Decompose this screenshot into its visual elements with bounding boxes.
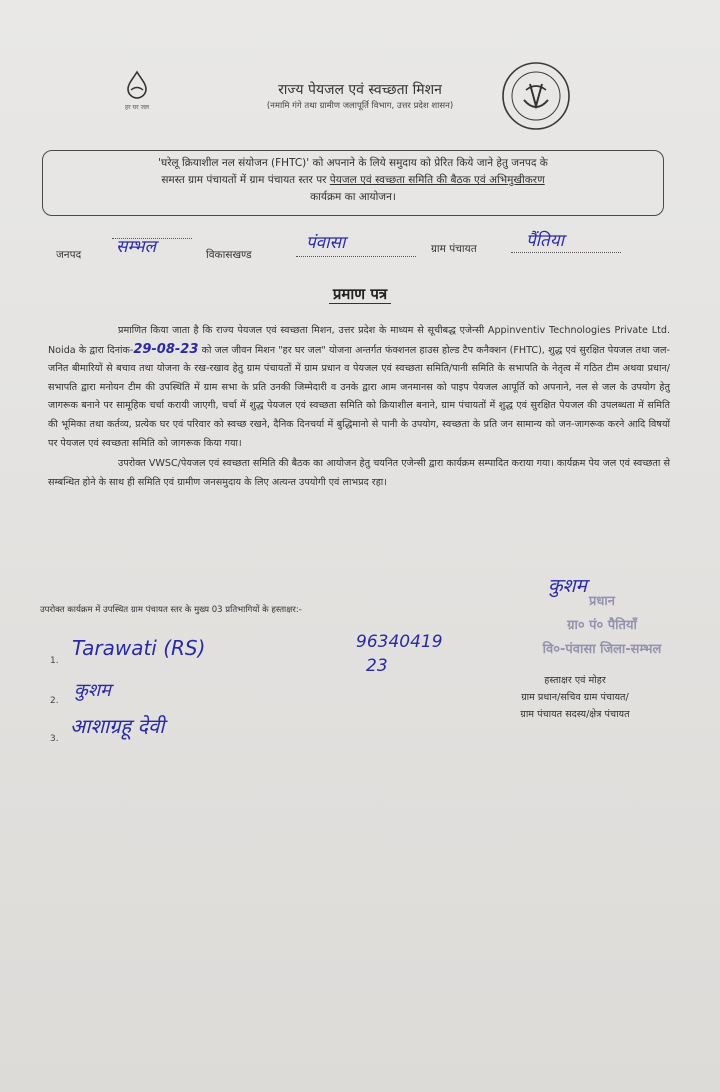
pradhan-signature: कुशम [548,575,587,597]
program-date: 29-08-23 [133,341,199,357]
pradhan-stamp [492,590,712,662]
participant-1-phone-b: 23 [366,656,388,676]
header-title: राज्य पेयजल एवं स्वच्छता मिशन [278,82,442,98]
participant-number-3: 3. [50,734,59,744]
body-paragraph-2: उपरोक्त VWSC/पेयजल एवं स्वच्छता समिति की बैठक का आयोजन हेतु चयनित एजेन्सी द्वारा कार्यक्रम सम्पादित कराया गया। कार्यक्रम पेय जल एवं स्वच्छता से सम्बन्धित होने के साथ ही समिति एवं ग्रामीण जनसमुदाय के लिए अत्यन्त उपयोगी एवं लाभप्रद रहा। [48,458,670,488]
participant-number-1: 1. [50,656,59,666]
signatory-line-1: हस्ताक्षर एवं मोहर [544,675,606,686]
certificate-heading-text: प्रमाण पत्र [329,285,391,304]
banner-line-1: 'घरेलू क्रियाशील नल संयोजन (FHTC)' को अपनाने के लिये समुदाय को प्रेरित किये जाने हेतु जनपद के [158,157,548,169]
participants-intro: उपरोक्त कार्यक्रम में उपस्थित ग्राम पंचायत स्तर के मुख्य 03 प्रतिभागियों के हस्ताक्षर:- [40,605,302,615]
signatory-line-3: ग्राम पंचायत सदस्य/क्षेत्र पंचायत [520,709,630,720]
program-banner [42,150,664,216]
participant-number-2: 2. [50,696,59,706]
header-subtitle: (नमामि गंगे तथा ग्रामीण जलापूर्ति विभाग, उत्तर प्रदेश शासन) [266,101,454,111]
stamp-line-2: ग्रा० पं० पैतियाँ [567,618,637,633]
certificate-heading [0,284,720,304]
signatory-line-2: ग्राम प्रधान/सचिव ग्राम पंचायत/ [521,692,629,703]
body-paragraph-1-end: को जल जीवन मिशन "हर घर जल" योजना अन्तर्गत फंक्शनल हाउस होल्ड टैप कनैक्शन (FHTC), शुद्ध एवं सुरक्षित पेयजल तथा जल-जनित बीमारियों से बचाव तथा योजना के रख-रखाव हेतु ग्राम पंचायतों में ग्राम प्रधान व पेयजल एवं स्वच्छता समिति/पानी समिति के सभापति के नेतृत्व में गठित टीम अथवा प्रधान/सभापति द्वारा मनोयन टीम की उपस्थिति में ग्राम सभा के प्रति उनकी जिम्मेदारी व उनके द्वारा आम जनमानस को पाइप पेयजल आपूर्ति को अपनाने, नल से जल के उपयोग हेतु जागरूक बनाने पर सामूहिक चर्चा करायी जाएगी, चर्चा में शुद्ध पेयजल एवं स्वच्छता समिति को क्रियाशील बनाने, ग्राम पंचायतों में शुद्ध एवं सुरक्षित पेयजल की उपलब्धता में समिति की भूमिका तथा कर्तव्य, प्रत्येक घर एवं परिवार को स्वच्छ रखने, दैनिक दिनचर्या में बुद्धिमानो से पानी के उपयोग, स्वच्छता के प्रति जन सामान्य को जन-जागरूक करने आदि विषयों पर पेयजल एवं स्वच्छता समिति को जागरूक किया गया। [48,344,670,449]
banner-line-2 [43,172,663,189]
banner-line-3: कार्यक्रम का आयोजन। [310,191,396,203]
logo-left-caption: हर घर जल [125,104,149,111]
participant-1-signature: Tarawati (RS) [72,636,206,660]
panchayat-label: ग्राम पंचायत [431,243,477,255]
district-value: सम्भल [116,237,157,257]
panchayat-value-line [511,252,621,253]
participant-3-signature: आशाग्रहू देवी [70,714,165,738]
banner-line-2-text: समस्त ग्राम पंचायतों में ग्राम पंचायत स्तर पर [161,174,330,186]
panchayat-value: पैंतिया [526,231,565,251]
signatory-caption [470,672,680,723]
participant-1-phone-a: 96340419 [356,632,443,652]
block-value: पंवासा [306,233,346,253]
block-label: विकासखण्ड [206,249,252,261]
block-value-line [296,256,416,257]
banner-line-2-underlined: पेयजल एवं स्वच्छता समिति की बैठक एवं अभिमुखीकरण [329,174,545,186]
body-paragraph-1-start: प्रमाणित किया जाता है कि राज्य पेयजल एवं स्वच्छता मिशन, उत्तर प्रदेश के माध्यम से सूचीबद्ध एजेन्सी Appinventiv Technologies Private Ltd. Noida के द्वारा दिनांक- [48,325,670,356]
participant-2-signature: कुशम [74,680,111,701]
certificate-body [48,322,670,492]
body-paragraph-1 [48,322,670,453]
district-label: जनपद [56,249,82,261]
stamp-line-1: प्रधान [589,594,615,609]
stamp-line-3: वि०-पंवासा जिला-सम्भल [542,642,662,657]
